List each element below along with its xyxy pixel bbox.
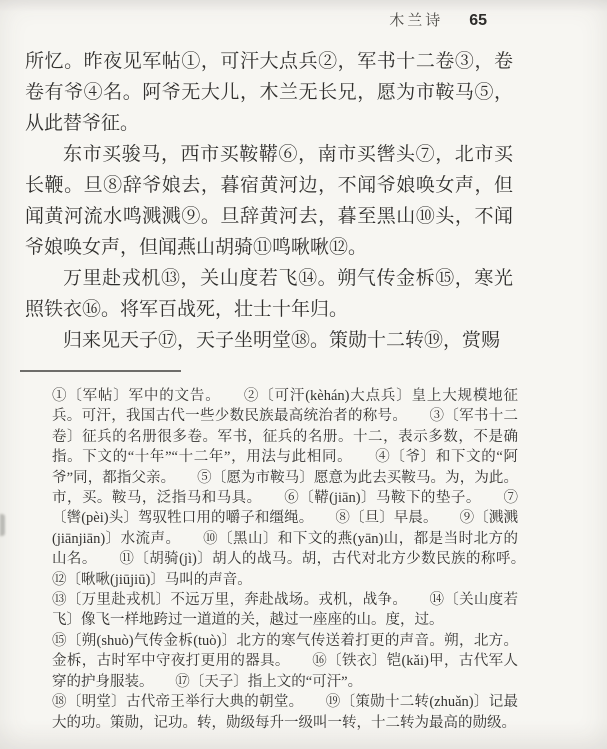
scan-artifact: [0, 514, 5, 536]
footnote-divider: [20, 370, 181, 372]
footnote-block: ①〔军帖〕军中的文告。 ②〔可汗(kèhán)大点兵〕皇上大规模地征兵。可汗，我国古代一些少数民族最高统治者的称号。 ③〔军书十二卷〕征兵的名册很多卷。军书，征兵的名册。十二，表示多数，不是确指。下文的“十年”“十二年”，用法与此相同。 ④〔爷〕和下文的“阿爷”同，都指父亲。 ⑤〔愿为市鞍马〕愿意为此去买鞍马。为，为此。市，买。鞍马，泛指马和马具。 ⑥〔鞯(jiān)〕马鞍下的垫子。 ⑦〔辔(pèi)头〕驾驭牲口用的嚼子和缰绳。 ⑧〔旦〕早晨。 ⑨〔溅溅(jiānjiān)〕水流声。 ⑩〔黑山〕和下文的燕(yān)山，都是当时北方的山名。 ⑪〔胡骑(jì)〕胡人的战马。胡，古代对北方少数民族的称呼。 ⑫〔啾啾(jiūjiū)〕马叫的声音。: [52, 388, 547, 588]
footnote-block: ⑮〔朔(shuò)气传金柝(tuò)〕北方的寒气传送着打更的声音。朔，北方。金柝，古时军中守夜打更用的器具。 ⑯〔铁衣〕铠(kǎi)甲，古代军人穿的护身服装。 ⑰〔天子〕指上文的“可汗”。: [52, 632, 518, 690]
poem-paragraph: 东市买骏马，西市买鞍鞯⑥，南市买辔头⑦，北市买长鞭。旦⑧辞爷娘去，暮宿黄河边，不闻爷娘唤女声，但闻黄河流水鸣溅溅⑨。旦辞黄河去，暮至黑山⑩头，不闻爷娘唤女声，但闻燕山胡骑⑪鸣啾啾⑫。: [25, 144, 513, 258]
poem-paragraph-continuation: 所忆。昨夜见军帖①，可汗大点兵②，军书十二卷③，卷卷有爷④名。阿爷无大儿，木兰无长兄，愿为市鞍马⑤，从此替爷征。: [25, 51, 513, 134]
page-header: [0, 9, 607, 30]
page-number: 65: [469, 12, 487, 29]
chapter-title: 木兰诗: [389, 13, 444, 29]
footnotes-section: [52, 386, 547, 733]
poem-text: [25, 46, 513, 356]
poem-paragraph: 归来见天子⑰，天子坐明堂⑱。策勋十二转⑲，赏赐: [63, 330, 501, 351]
footnote-block: ⑱〔明堂〕古代帝王举行大典的朝堂。 ⑲〔策勋十二转(zhuǎn)〕记最大的功。策勋，记功。转，勋级每升一级叫一转，十二转为最高的勋级。: [52, 694, 518, 731]
poem-paragraph: 万里赴戎机⑬，关山度若飞⑭。朔气传金柝⑮，寒光照铁衣⑯。将军百战死，壮士十年归。: [25, 268, 513, 320]
footnote-block: ⑬〔万里赴戎机〕不远万里，奔赴战场。戎机，战争。 ⑭〔关山度若飞〕像飞一样地跨过一道道的关，越过一座座的山。度，过。: [52, 592, 518, 629]
